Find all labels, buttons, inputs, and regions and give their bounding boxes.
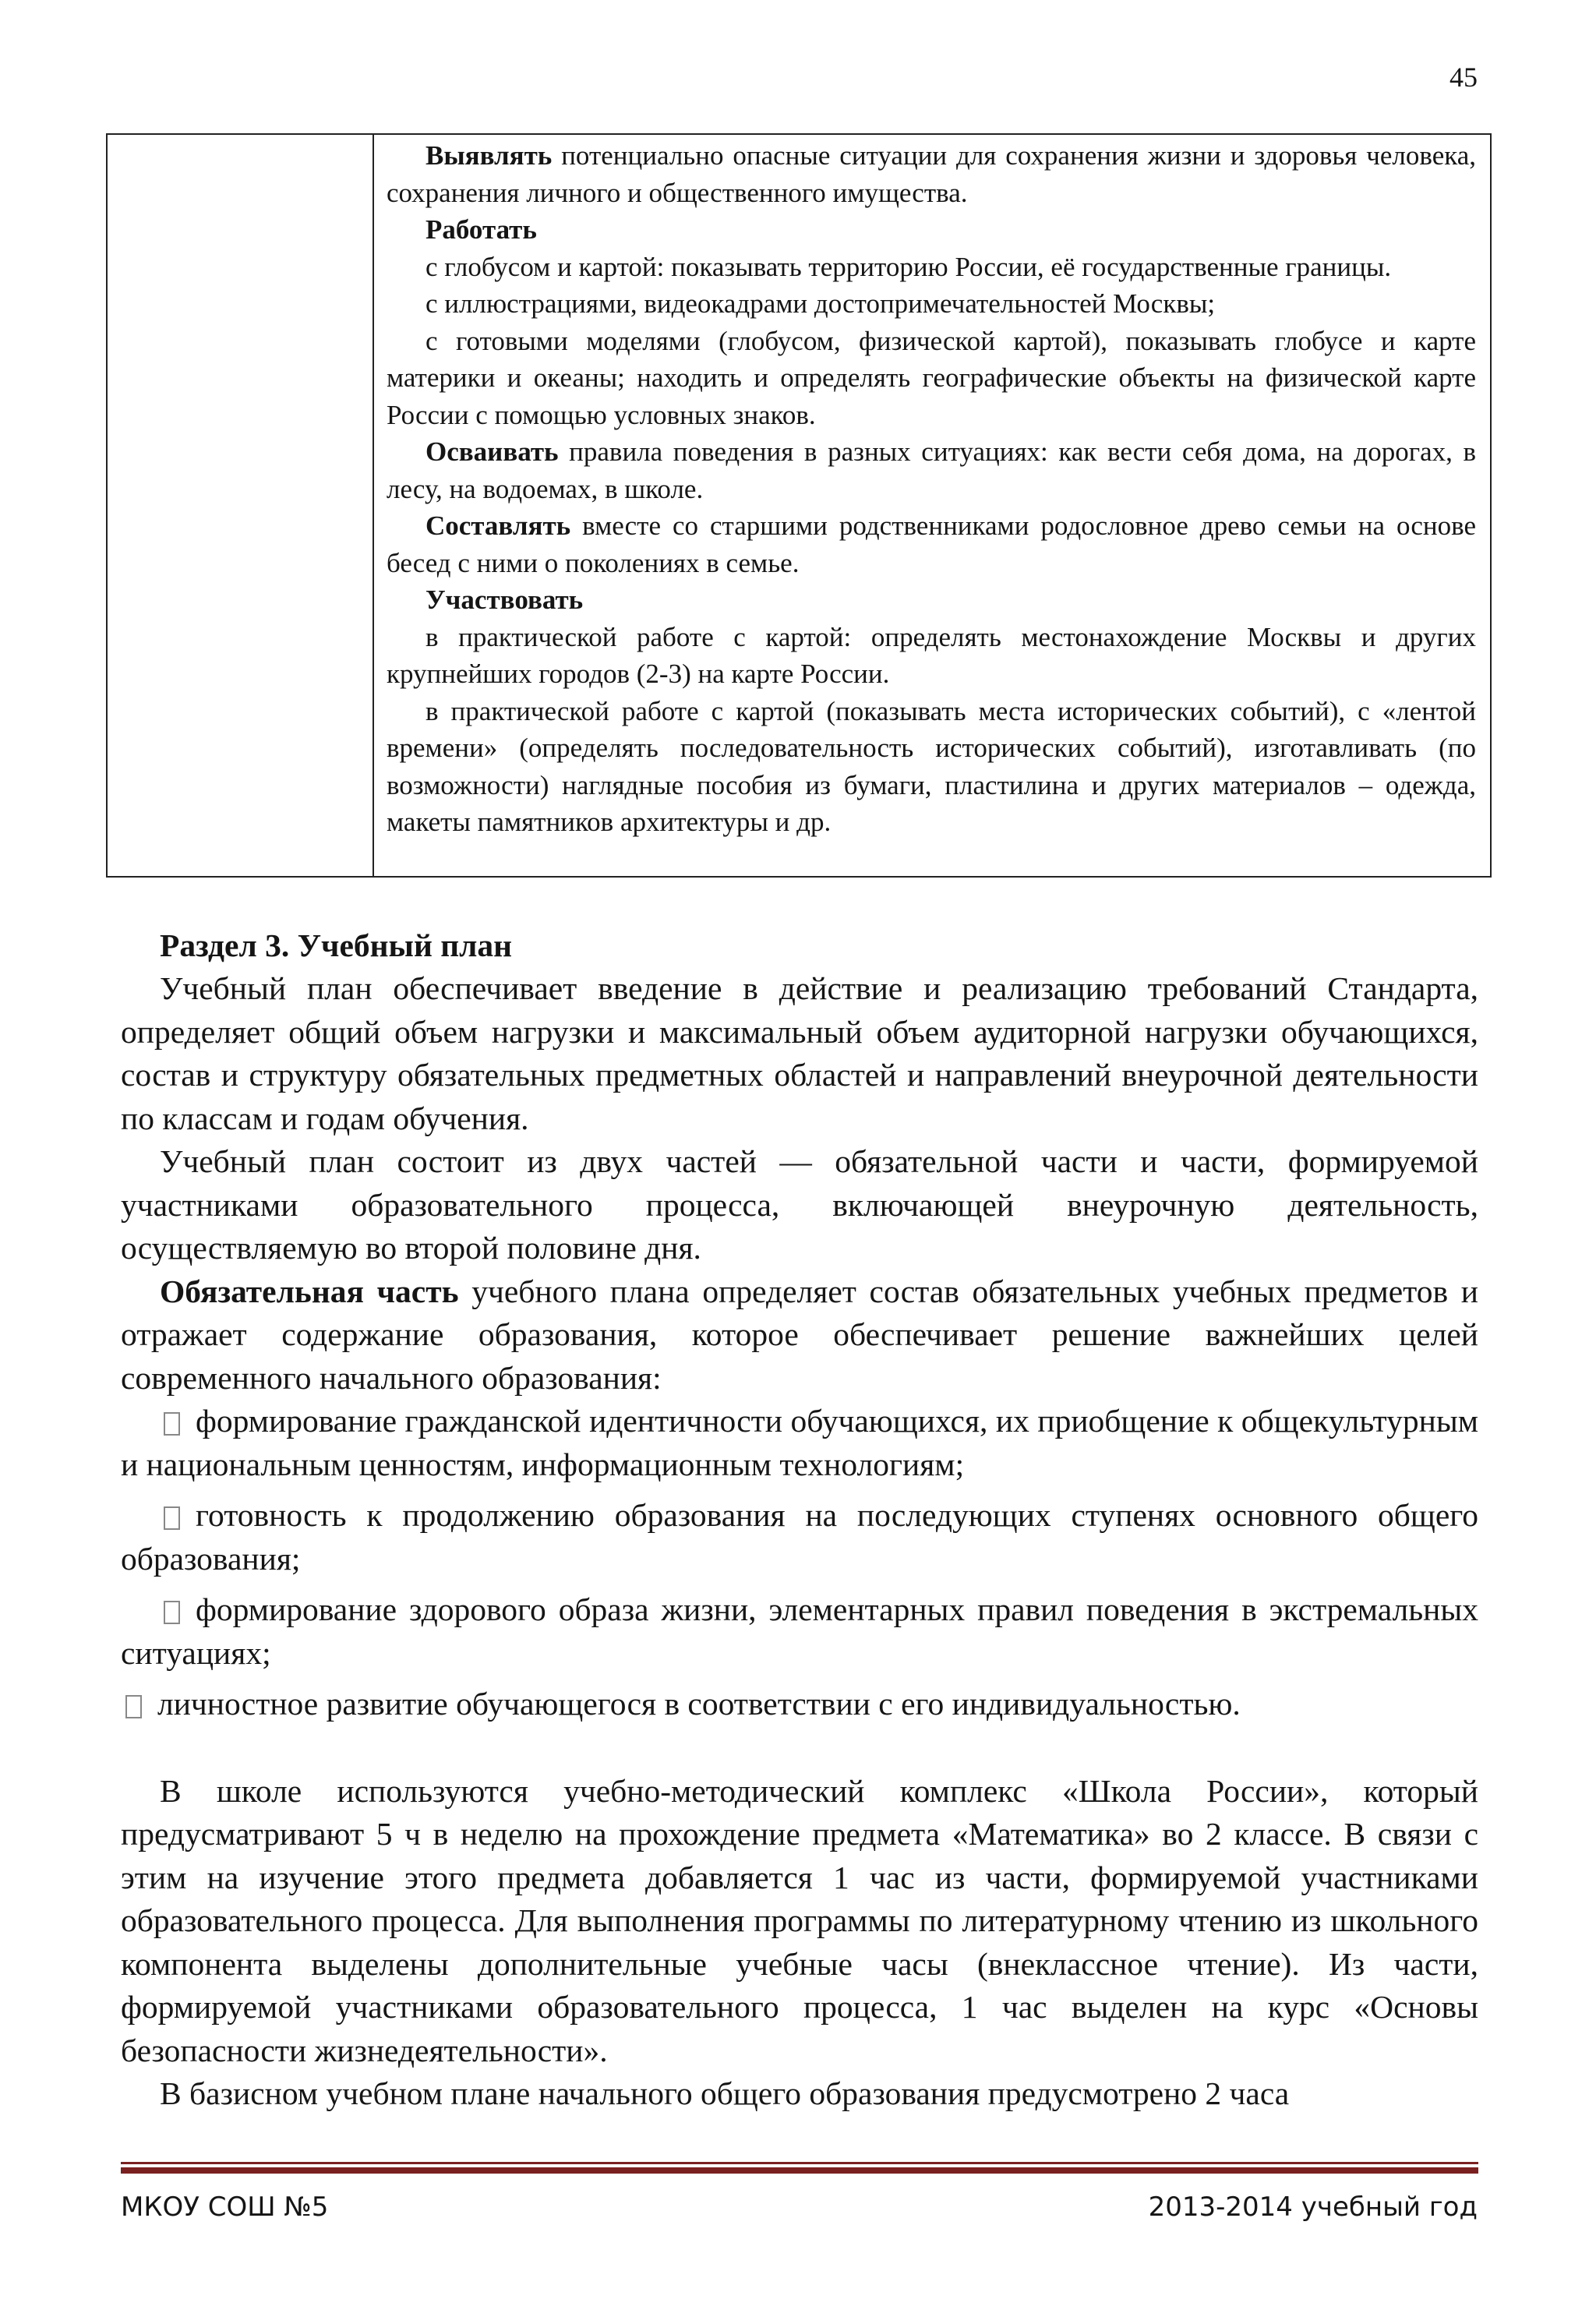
list-item <box>121 1400 1478 1486</box>
bold-term: Составлять <box>425 510 571 541</box>
table-paragraph: с иллюстрациями, видеокадрами достопримечательностей Москвы; <box>425 288 1216 319</box>
paragraph: Учебный план обеспечивает введение в действие и реализацию требований Стандарта, определяет общий объем нагрузки и максимальный объем аудиторной нагрузки обучающихся, состав и структуру обязательных предметных областей и направлений внеурочной деятельности по классам и годам обучения. <box>121 970 1478 1136</box>
table-content-cell <box>387 137 1476 841</box>
bold-term: Обязательная часть <box>160 1273 459 1309</box>
bullet-box-icon <box>164 1412 180 1436</box>
list-item <box>121 1683 1478 1726</box>
bullet-box-icon <box>164 1506 180 1530</box>
list-item-text: формирование гражданской идентичности обучающихся, их приобщение к общекультурным и национальным ценностям, информационным технологиям; <box>121 1403 1478 1482</box>
paragraph: Учебный план состоит из двух частей — обязательной части и части, формируемой участниками образовательного процесса, включающей внеурочную деятельность, осуществляемую во второй половине дня. <box>121 1143 1478 1266</box>
table-paragraph: с глобусом и картой: показывать территорию России, её государственные границы. <box>425 251 1392 282</box>
table-paragraph <box>387 137 1476 211</box>
page-number: 45 <box>1449 62 1478 93</box>
paragraph-text: правила поведения в разных ситуациях: как вести себя дома, на дорогах, в лесу, на водоемах, в школе. <box>387 436 1476 504</box>
section-heading: Раздел 3. Учебный план <box>160 927 513 963</box>
bold-term: Выявлять <box>425 140 553 171</box>
paragraph: В базисном учебном плане начального общего образования предусмотрено 2 часа <box>160 2075 1290 2111</box>
list-item-text: личностное развитие обучающегося в соответствии с его индивидуальностью. <box>157 1686 1241 1722</box>
footer-year: 2013-2014 учебный год <box>1148 2192 1478 2223</box>
paragraph <box>121 1270 1478 1400</box>
bold-term: Участвовать <box>425 585 584 615</box>
table-paragraph: в практической работе с картой: определять местонахождение Москвы и других крупнейших городов (2-3) на карте России. <box>387 621 1476 689</box>
list-item <box>121 1588 1478 1675</box>
competency-table <box>106 133 1492 878</box>
footer-rule-thick <box>121 2167 1478 2174</box>
table-paragraph <box>387 433 1476 507</box>
table-column-divider <box>373 135 374 876</box>
paragraph-text: учебного плана определяет состав обязательных учебных предметов и отражает содержание образования, которое обеспечивает решение важнейших целей современного начального образования: <box>121 1273 1479 1396</box>
bullet-box-icon <box>125 1695 142 1718</box>
table-paragraph <box>387 507 1476 581</box>
bullet-box-icon <box>164 1601 180 1624</box>
section-body <box>121 924 1478 2116</box>
table-paragraph: в практической работе с картой (показывать места исторических событий), с «лентой времени» (определять последовательность исторических событий), изготавливать (по возможности) наглядные пособия из бумаги, пластилина и других материалов – одежда, макеты памятников архитектуры и др. <box>387 695 1476 837</box>
paragraph-text: потенциально опасные ситуации для сохранения жизни и здоровья человека, сохранения личного и общественного имущества. <box>387 140 1476 208</box>
table-subheading <box>387 211 1476 249</box>
footer-school: МКОУ СОШ №5 <box>121 2192 329 2223</box>
bold-term: Работать <box>425 214 537 245</box>
paragraph: В школе используются учебно-методический комплекс «Школа России», который предусматривают 5 ч в неделю на прохождение предмета «Математика» во 2 классе. В связи с этим на изучение этого предмета добавляется 1 час из части, формируемой участниками образовательного процесса. Для выполнения программы по литературному чтению из школьного компонента выделены дополнительные учебные часы (внеклассное чтение). Из части, формируемой участниками образовательного процесса, 1 час выделен на курс «Основы безопасности жизнедеятельности». <box>121 1772 1478 2068</box>
list-item-text: готовность к продолжению образования на последующих ступенях основного общего образования; <box>121 1497 1478 1577</box>
list-item <box>121 1494 1478 1581</box>
footer-rule <box>121 2162 1478 2164</box>
list-item-text: формирование здорового образа жизни, элементарных правил поведения в экстремальных ситуациях; <box>121 1591 1478 1671</box>
table-subheading <box>387 581 1476 619</box>
paragraph-text: вместе со старшими родственниками родословное древо семьи на основе бесед с ними о поколениях в семье. <box>387 510 1476 578</box>
bold-term: Осваивать <box>425 436 559 467</box>
table-paragraph: с готовыми моделями (глобусом, физической картой), показывать глобусе и карте материки и океаны; находить и определять географические объекты на физической карте России с помощью условных знаков. <box>387 325 1476 430</box>
